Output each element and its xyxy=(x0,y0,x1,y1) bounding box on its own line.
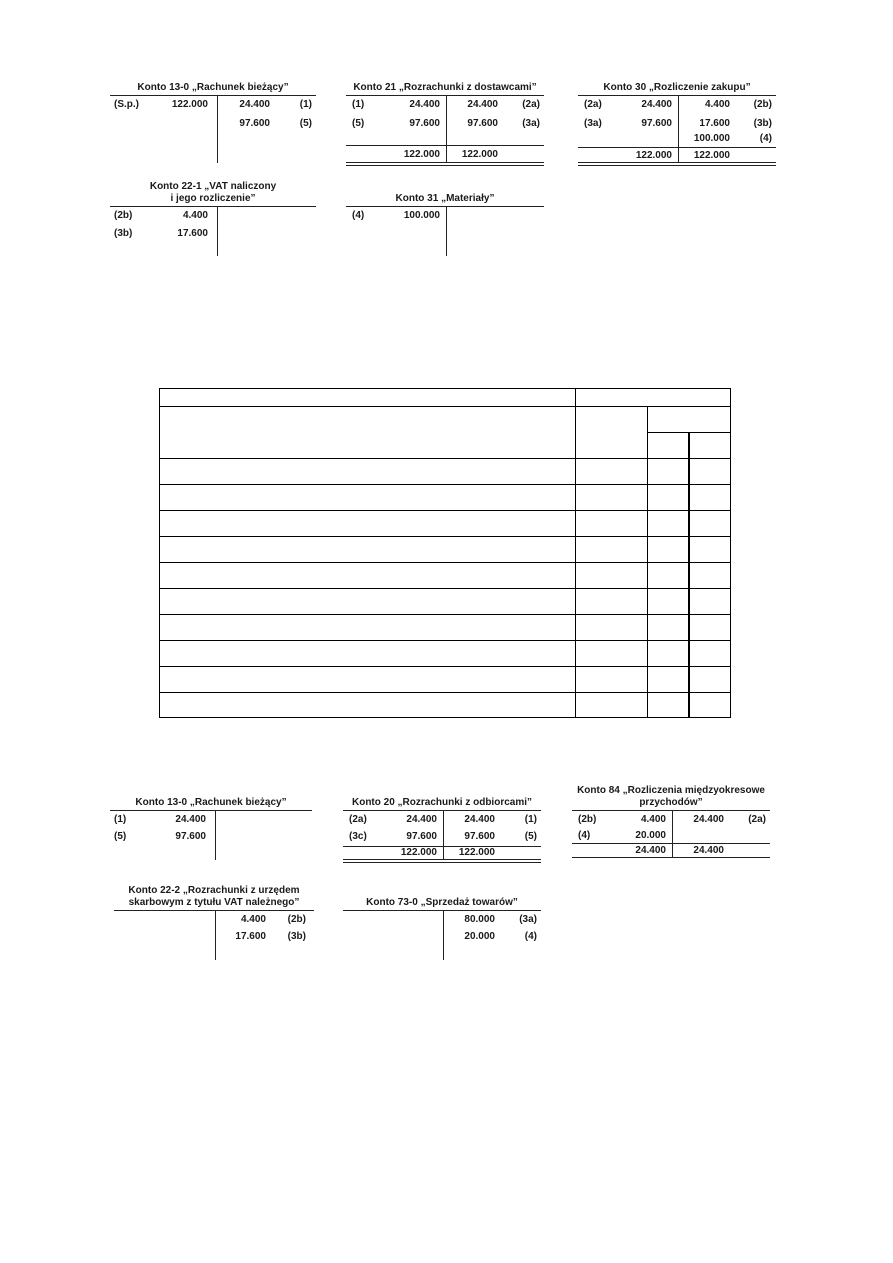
debit-ref: (4) xyxy=(578,830,591,841)
row-line xyxy=(160,458,730,459)
credit-total: 122.000 xyxy=(461,149,498,160)
debit-ref: (2a) xyxy=(584,99,602,110)
credit-amount: 97.600 xyxy=(464,831,495,842)
account-header-line xyxy=(114,910,314,911)
double-underline xyxy=(346,162,544,166)
account-header-line xyxy=(578,95,776,96)
debit-amount: 97.600 xyxy=(409,118,440,129)
account-title-line2: przychodów” xyxy=(639,797,703,808)
bottom-line xyxy=(572,857,770,858)
debit-amount: 122.000 xyxy=(171,99,208,110)
row-line xyxy=(160,640,730,641)
account-header-line xyxy=(346,206,544,207)
credit-ref: (5) xyxy=(299,118,312,129)
account-title: Konto 21 „Rozrachunki z dostawcami” xyxy=(353,82,537,93)
totals-line xyxy=(572,843,770,844)
credit-amount: 97.600 xyxy=(467,118,498,129)
credit-amount: 24.400 xyxy=(693,814,724,825)
credit-amount: 4.400 xyxy=(704,99,730,110)
double-underline xyxy=(343,859,541,863)
account-title: Konto 13-0 „Rachunek bieżący” xyxy=(135,797,287,808)
credit-ref: (3b) xyxy=(753,118,772,129)
row-line xyxy=(160,484,730,485)
account-header-line xyxy=(343,910,541,911)
row-line xyxy=(160,510,730,511)
t-account-22-2 xyxy=(114,884,314,962)
debit-amount: 24.400 xyxy=(641,99,672,110)
credit-amount: 80.000 xyxy=(464,914,495,925)
row-line xyxy=(160,562,730,563)
debit-ref: (3c) xyxy=(349,831,367,842)
account-divider xyxy=(217,206,218,256)
credit-total: 122.000 xyxy=(458,847,495,858)
credit-ref: (1) xyxy=(524,814,537,825)
totals-line xyxy=(578,147,776,148)
debit-ref: (5) xyxy=(352,118,365,129)
account-title-line1: Konto 22-2 „Rozrachunki z urzędem xyxy=(128,885,300,896)
account-title-line1: Konto 84 „Rozliczenia międzyokresowe xyxy=(577,785,765,796)
t-account-31 xyxy=(346,191,544,258)
debit-amount: 24.400 xyxy=(175,814,206,825)
account-header-line xyxy=(346,95,544,96)
row-line xyxy=(160,692,730,693)
credit-ref: (2a) xyxy=(522,99,540,110)
account-divider xyxy=(446,206,447,256)
debit-amount: 100.000 xyxy=(403,210,440,221)
credit-amount: 17.600 xyxy=(699,118,730,129)
credit-ref: (3a) xyxy=(522,118,540,129)
debit-amount: 24.400 xyxy=(406,814,437,825)
credit-amount: 17.600 xyxy=(235,931,266,942)
credit-total: 24.400 xyxy=(693,845,724,856)
account-title-line2: skarbowym z tytułu VAT należnego” xyxy=(128,897,300,908)
debit-amount: 97.600 xyxy=(406,831,437,842)
account-title: Konto 13-0 „Rachunek bieżący” xyxy=(137,82,289,93)
debit-ref: (3b) xyxy=(114,228,133,239)
t-account-73-0 xyxy=(343,895,541,962)
row-line xyxy=(160,536,730,537)
debit-amount: 97.600 xyxy=(641,118,672,129)
t-account-84 xyxy=(572,784,770,858)
debit-ref: (4) xyxy=(352,210,365,221)
credit-amount: 97.600 xyxy=(239,118,270,129)
credit-amount: 20.000 xyxy=(464,931,495,942)
credit-total: 122.000 xyxy=(693,150,730,161)
debit-amount: 20.000 xyxy=(635,830,666,841)
debit-total: 122.000 xyxy=(635,150,672,161)
credit-amount: 24.400 xyxy=(467,99,498,110)
debit-total: 24.400 xyxy=(635,845,666,856)
t-account-21 xyxy=(346,80,544,165)
credit-ref: (4) xyxy=(524,931,537,942)
empty-journal-table xyxy=(159,388,731,718)
t-account-22-1 xyxy=(110,180,316,258)
col-line xyxy=(575,389,576,717)
credit-ref: (2a) xyxy=(748,814,766,825)
account-title: Konto 73-0 „Sprzedaż towarów” xyxy=(366,897,518,908)
account-header-line xyxy=(110,206,316,207)
debit-amount: 4.400 xyxy=(182,210,208,221)
credit-ref: (2b) xyxy=(753,99,772,110)
account-header-line xyxy=(572,810,770,811)
debit-ref: (1) xyxy=(352,99,365,110)
account-divider xyxy=(215,810,216,860)
row-line xyxy=(160,588,730,589)
account-header-line xyxy=(110,95,316,96)
credit-amount: 24.400 xyxy=(239,99,270,110)
t-account-30 xyxy=(578,80,776,165)
account-title-line2: i jego rozliczenie” xyxy=(170,193,256,204)
double-underline xyxy=(578,162,776,166)
account-title: Konto 31 „Materiały” xyxy=(395,193,495,204)
row-line xyxy=(160,666,730,667)
debit-ref: (2b) xyxy=(578,814,597,825)
debit-ref: (2b) xyxy=(114,210,133,221)
debit-ref: (S.p.) xyxy=(114,99,139,110)
credit-ref: (4) xyxy=(759,133,772,144)
debit-amount: 17.600 xyxy=(177,228,208,239)
credit-ref: (1) xyxy=(299,99,312,110)
credit-ref: (3b) xyxy=(287,931,306,942)
debit-ref: (3a) xyxy=(584,118,602,129)
account-header-line xyxy=(343,810,541,811)
totals-line xyxy=(346,145,544,146)
totals-line xyxy=(343,846,541,847)
col-line xyxy=(647,406,648,717)
account-title: Konto 30 „Rozliczenie zakupu” xyxy=(603,82,751,93)
t-account-20 xyxy=(343,795,541,863)
debit-total: 122.000 xyxy=(403,149,440,160)
row-line xyxy=(160,614,730,615)
debit-ref: (2a) xyxy=(349,814,367,825)
credit-amount: 24.400 xyxy=(464,814,495,825)
credit-amount: 4.400 xyxy=(240,914,266,925)
row-line xyxy=(160,406,730,407)
t-account-13-0-section1 xyxy=(110,80,316,165)
debit-total: 122.000 xyxy=(400,847,437,858)
col-line xyxy=(688,432,690,717)
debit-ref: (5) xyxy=(114,831,127,842)
debit-ref: (1) xyxy=(114,814,127,825)
debit-amount: 4.400 xyxy=(640,814,666,825)
credit-ref: (3a) xyxy=(519,914,537,925)
credit-amount: 100.000 xyxy=(693,133,730,144)
debit-amount: 97.600 xyxy=(175,831,206,842)
account-header-line xyxy=(110,810,312,811)
account-title-line1: Konto 22-1 „VAT naliczony xyxy=(149,181,277,192)
debit-amount: 24.400 xyxy=(409,99,440,110)
credit-ref: (2b) xyxy=(287,914,306,925)
t-account-13-0-section2 xyxy=(110,795,312,862)
credit-ref: (5) xyxy=(524,831,537,842)
account-title: Konto 20 „Rozrachunki z odbiorcami” xyxy=(351,797,533,808)
